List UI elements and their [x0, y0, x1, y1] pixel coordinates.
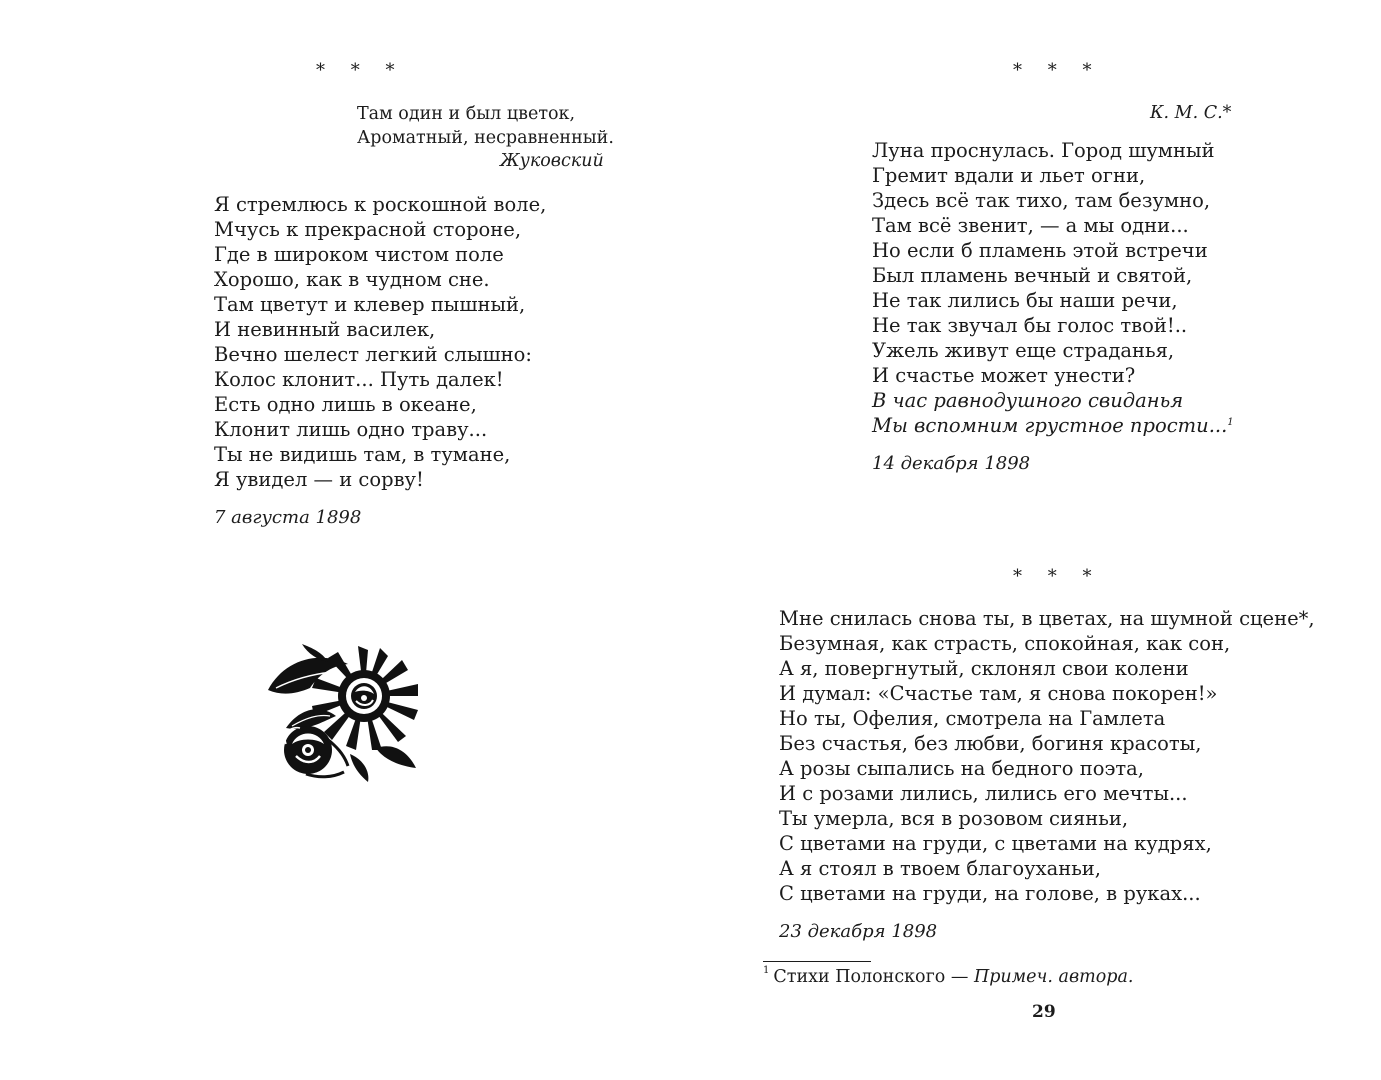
footnote-text-italic: Примеч. автора. — [973, 967, 1134, 987]
poem-line: Гремит вдали и льет огни, — [872, 164, 1146, 187]
poem-line: Не так лились бы наши речи, — [872, 289, 1178, 312]
footnote-rule — [763, 961, 871, 962]
poem-line: Вечно шелест легкий слышно: — [214, 343, 532, 366]
poem-line: Есть одно лишь в океане, — [214, 393, 477, 416]
poem-line: И невинный василек, — [214, 318, 436, 341]
poem-line: Здесь всё так тихо, там безумно, — [872, 189, 1211, 212]
poem-line: Ужель живут еще страданья, — [872, 339, 1175, 362]
footnote-text: Стихи Полонского — — [773, 967, 974, 987]
poem-date-left: 7 августа 1898 — [214, 507, 362, 528]
section-stars-right-bottom: * * * — [1013, 566, 1102, 587]
poem-line: Клонит лишь одно траву... — [214, 418, 488, 441]
poem-line: С цветами на груди, с цветами на кудрях, — [779, 832, 1212, 855]
poem-line: Ты не видишь там, в тумане, — [214, 443, 511, 466]
poem-line: Луна проснулась. Город шумный — [872, 139, 1215, 162]
poem-line: Я увидел — и сорву! — [214, 468, 424, 491]
poem-line: Без счастья, без любви, богиня красоты, — [779, 732, 1202, 755]
poem-line: И счастье может унести? — [872, 364, 1136, 387]
poem-line: Я стремлюсь к роскошной воле, — [214, 193, 547, 216]
poem-line: Мне снилась снова ты, в цветах, на шумной сцене*, — [779, 607, 1315, 630]
poem-line: Где в широком чистом поле — [214, 243, 504, 266]
poem-line: А я стоял в твоем благоуханьи, — [779, 857, 1102, 880]
epigraph — [357, 103, 614, 150]
poem-line: Ты умерла, вся в розовом сияньи, — [779, 807, 1129, 830]
poem-line: Колос клонит... Путь далек! — [214, 368, 504, 391]
poem-line: И с розами лились, лились его мечты... — [779, 782, 1188, 805]
poem-line: Но ты, Офелия, смотрела на Гамлета — [779, 707, 1166, 730]
page-number: 29 — [1032, 1002, 1056, 1022]
footnote — [763, 967, 1134, 987]
poem-line: Мчусь к прекрасной стороне, — [214, 218, 522, 241]
poem-line-italic — [872, 413, 1234, 438]
poem-line-italic: В час равнодушного свиданья — [872, 389, 1184, 412]
section-stars-left: * * * — [316, 60, 405, 81]
poem-line: Был пламень вечный и святой, — [872, 264, 1193, 287]
poem-line-italic-text: Мы вспомним грустное прости... — [872, 414, 1228, 437]
poem-line: Безумная, как страсть, спокойная, как сон, — [779, 632, 1231, 655]
dedication: К. М. С.* — [1150, 103, 1232, 123]
epigraph-author: Жуковский — [500, 151, 604, 171]
poem-stanza-right-bottom — [779, 606, 1315, 906]
poem-line: А я, повергнутый, склонял свои колени — [779, 657, 1189, 680]
poem-date-right-top: 14 декабря 1898 — [872, 453, 1031, 474]
footnote-mark: 1 — [763, 965, 770, 976]
poem-line: Там цветут и клевер пышный, — [214, 293, 526, 316]
flower-ornament-icon — [266, 642, 426, 784]
poem-line: И думал: «Счастье там, я снова покорен!» — [779, 682, 1218, 705]
poem-line: Но если б пламень этой встречи — [872, 239, 1208, 262]
footnote-reference: 1 — [1227, 417, 1234, 428]
epigraph-line: Там один и был цветок, — [357, 104, 576, 124]
poem-line: Хорошо, как в чудном сне. — [214, 268, 490, 291]
epigraph-line: Ароматный, несравненный. — [357, 127, 614, 148]
poem-date-right-bottom: 23 декабря 1898 — [779, 921, 938, 942]
poem-stanza-left — [214, 192, 546, 492]
poem-line: Не так звучал бы голос твой!.. — [872, 314, 1188, 337]
section-stars-right-top: * * * — [1013, 60, 1102, 81]
poem-line: А розы сыпались на бедного поэта, — [779, 757, 1144, 780]
poem-stanza-right-top — [872, 138, 1234, 438]
poem-line: Там всё звенит, — а мы одни... — [872, 214, 1189, 237]
poem-line: С цветами на груди, на голове, в руках... — [779, 882, 1201, 905]
